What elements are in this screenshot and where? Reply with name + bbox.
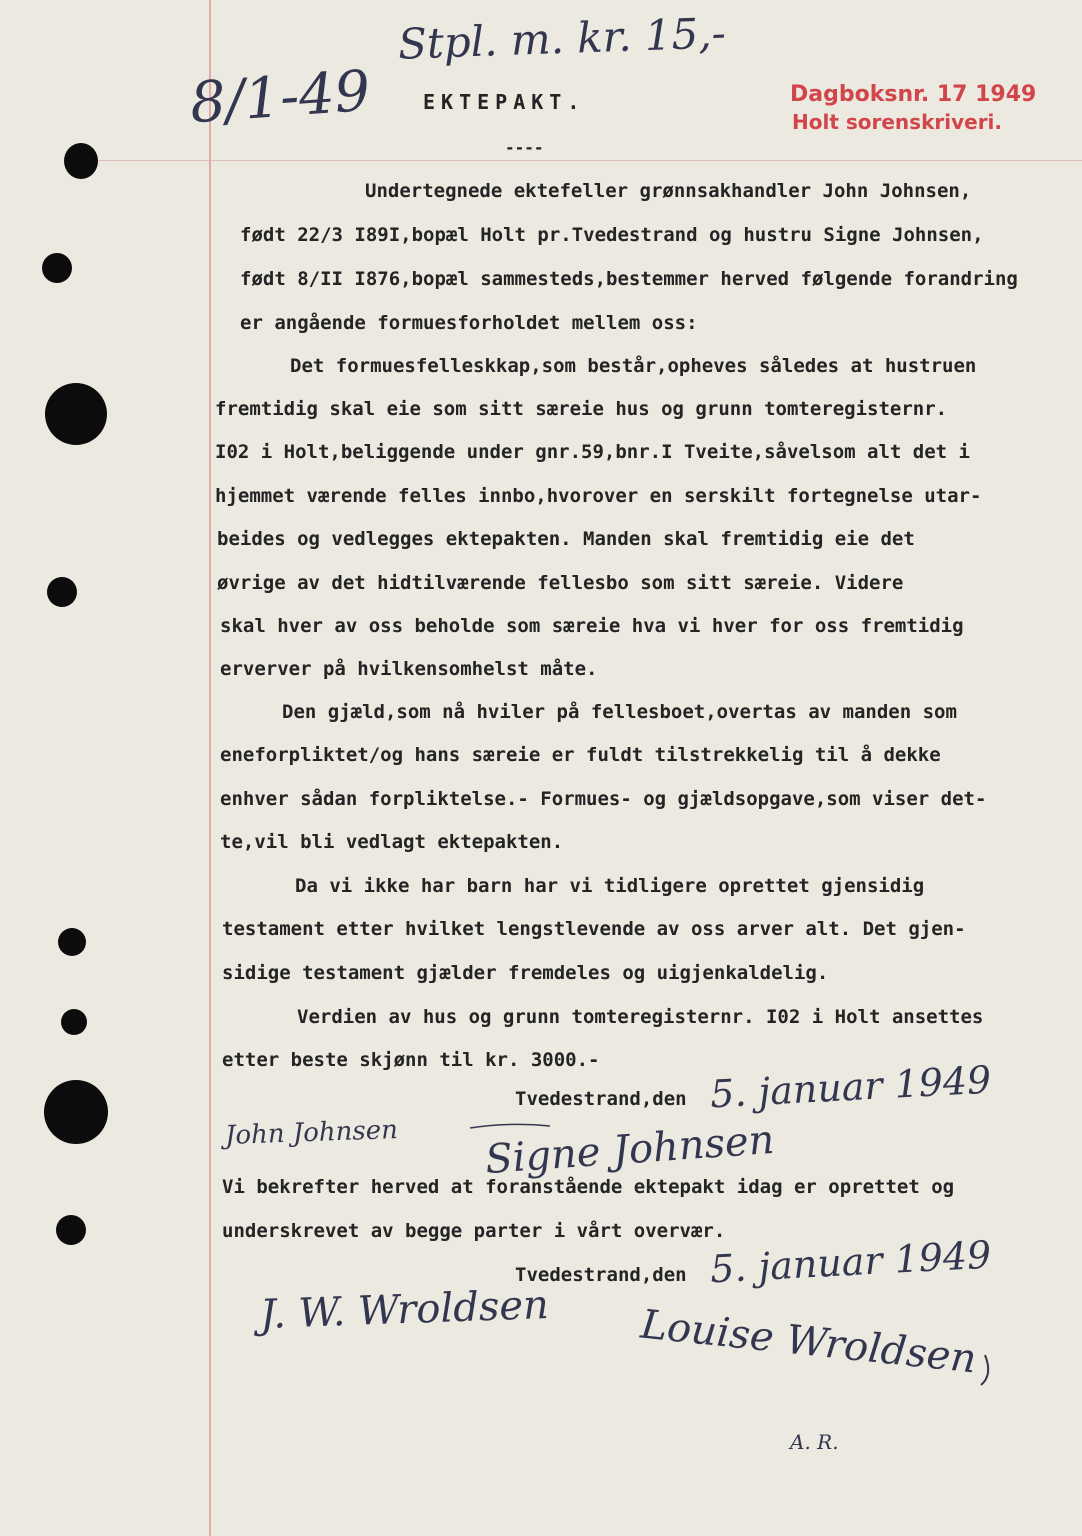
title-underline: ---- (505, 138, 544, 157)
body-text-line: enhver sådan forpliktelse.- Formues- og gjældsopgave,som viser det- (220, 788, 987, 810)
body-text-line: etter beste skjønn til kr. 3000.- (222, 1049, 600, 1071)
body-text-line: Da vi ikke har barn har vi tidligere oprettet gjensidig (295, 875, 925, 897)
witness-signature-1: J. W. Wroldsen (259, 1281, 550, 1339)
witness-signature-2: Louise Wroldsen (638, 1301, 979, 1383)
place-date-label: Tvedestrand,den (515, 1264, 687, 1286)
body-text-line: født 8/II I876,bopæl sammesteds,bestemmer herved følgende forandring (240, 268, 1018, 290)
witness-statement-line: Vi bekrefter herved at foranstående ektepakt idag er oprettet og (222, 1176, 955, 1198)
register-stamp-number: Dagboksnr. 17 1949 (790, 82, 1037, 107)
body-text-line: Den gjæld,som nå hviler på fellesboet,overtas av manden som (282, 701, 957, 723)
signing-date: 5. januar 1949 (709, 1057, 993, 1117)
body-text-line: sidige testament gjælder fremdeles og uigjenkaldelig. (222, 962, 829, 984)
body-text-line: skal hver av oss beholde som særeie hva vi hver for oss fremtidig (220, 615, 964, 637)
body-text-line: født 22/3 I89I,bopæl Holt pr.Tvedestrand og hustru Signe Johnsen, (240, 224, 984, 246)
body-text-line: fremtidig skal eie som sitt særeie hus og grunn tomteregisternr. (215, 398, 948, 420)
signature-wife: Signe Johnsen (483, 1116, 776, 1184)
body-text-line: erverver på hvilkensomhelst måte. (220, 658, 598, 680)
body-text-line: øvrige av det hidtilværende fellesbo som sitt særeie. Videre (217, 572, 904, 594)
date-note: 8/1-49 (187, 58, 373, 137)
place-date-label: Tvedestrand,den (515, 1088, 687, 1110)
body-text-line: Det formuesfelleskkap,som består,opheves således at hustruen (290, 355, 977, 377)
body-text-line: testament etter hvilket lengstlevende av oss arver alt. Det gjen- (222, 918, 966, 940)
body-text-line: er angående formuesforholdet mellem oss: (240, 312, 698, 334)
body-text-line: beides og vedlegges ektepakten. Manden skal fremtidig eie det (217, 528, 915, 550)
witness-date: 5. januar 1949 (709, 1232, 993, 1292)
document-title: EKTEPAKT. (423, 90, 586, 114)
body-text-line: eneforpliktet/og hans særeie er fuldt tilstrekkelig til å dekke (220, 744, 941, 766)
clerk-initials: A. R. (790, 1430, 839, 1454)
body-text-line: I02 i Holt,beliggende under gnr.59,bnr.I Tveite,såvelsom alt det i (215, 441, 970, 463)
witness-statement-line: underskrevet av begge parter i vårt overvær. (222, 1220, 726, 1242)
fee-note: Stpl. m. kr. 15,- (397, 8, 727, 69)
body-text-line: te,vil bli vedlagt ektepakten. (220, 831, 564, 853)
signature-husband: John Johnsen (224, 1114, 399, 1152)
register-stamp-office: Holt sorenskriveri. (792, 110, 1003, 134)
body-text-line: Undertegnede ektefeller grønnsakhandler John Johnsen, (365, 180, 972, 202)
body-text-line: Verdien av hus og grunn tomteregisternr. I02 i Holt ansettes (297, 1006, 984, 1028)
body-text-line: hjemmet værende felles innbo,hvorover en serskilt fortegnelse utar- (215, 485, 982, 507)
